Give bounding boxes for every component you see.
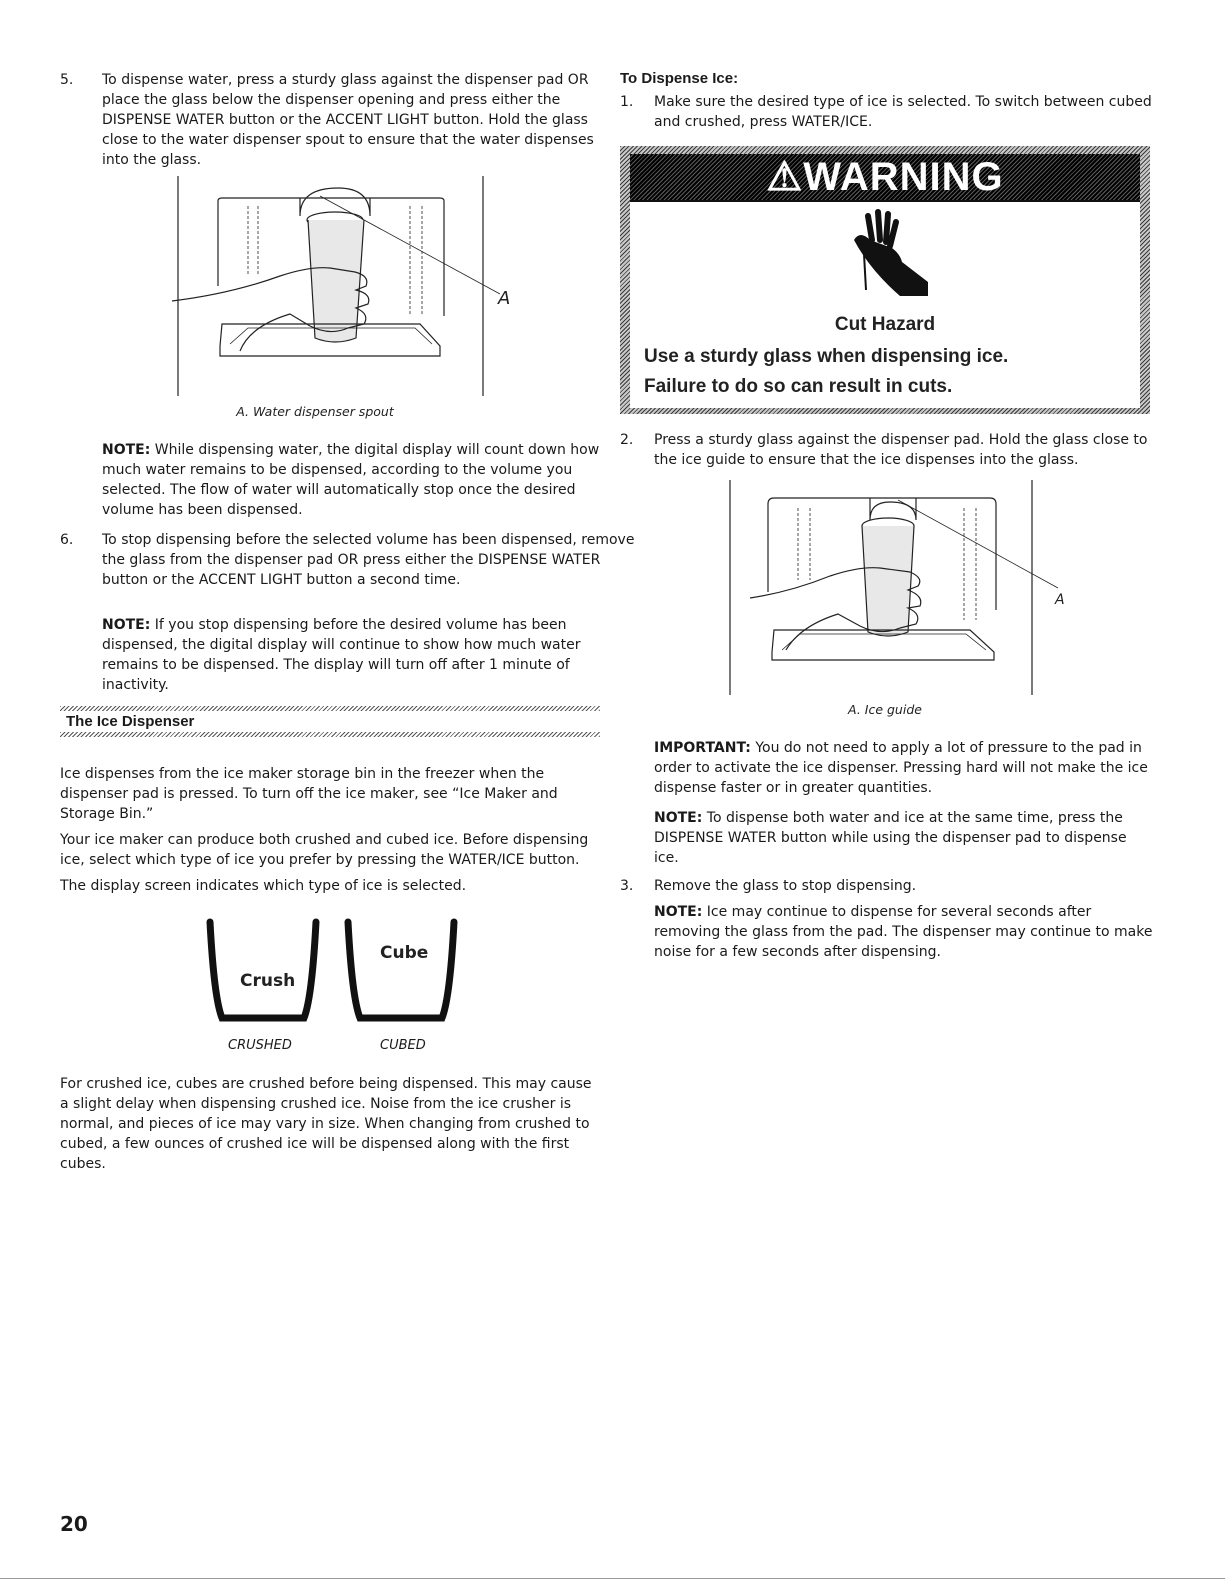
warning-box [620, 146, 1150, 414]
page-number: 20 [60, 1512, 88, 1536]
bottom-rule [0, 1578, 1225, 1579]
ice-dispenser-para-1: Ice dispenses from the ice maker storage bin in the freezer when the dispenser pad is pressed. To turn off the ice maker, see “Ice Maker and Storage Bin.” [60, 766, 558, 822]
note-4: NOTE: Ice may continue to dispense for several seconds after removing the glass from the pad. The dispenser may continue to make noise for a few seconds after dispensing. [654, 904, 1153, 960]
section-header [60, 706, 600, 737]
cut-hazard-label: Cut Hazard [834, 314, 936, 335]
note-1: NOTE: While dispensing water, the digital display will count down how much water remains to be dispensed, according to the volume you selected. The flow of water will automatically stop once the desired volume has been dispensed. [102, 442, 600, 518]
ice-dispenser-para-3: The display screen indicates which type of ice is selected. [60, 878, 467, 894]
cube-icon [348, 922, 454, 1018]
step-2: 2. Press a sturdy glass against the dispenser pad. Hold the glass close to the ice guide to ensure that the ice dispenses into the glass. [620, 432, 1148, 468]
step-5: 5. To dispense water, press a sturdy glass against the dispenser pad OR place the glass below the dispenser opening and press either the DISPENSE WATER button or the ACCENT LIGHT button. Hold the glass close to the water dispenser spout to ensure that the water dispenses into the glass. [60, 72, 594, 168]
note-3: NOTE: To dispense both water and ice at the same time, press the DISPENSE WATER button while using the dispenser pad to dispense ice. [654, 810, 1127, 866]
figure-2-caption: A. Ice guide [848, 702, 922, 717]
ice-dispenser-para-2: Your ice maker can produce both crushed and cubed ice. Before dispensing ice, select which type of ice you prefer by pressing the WATER/ICE button. [60, 832, 589, 868]
step-5-text: To dispense water, press a sturdy glass against the dispenser pad OR place the glass below the dispenser opening and press either the DISPENSE WATER button or the ACCENT LIGHT button. Hold the glass close to the water dispenser spout to ensure that the water dispenses into the glass. [102, 72, 594, 168]
warning-line-2: Failure to do so can result in cuts. [644, 376, 953, 397]
to-dispense-ice-heading: To Dispense Ice: [620, 70, 739, 87]
step-1: 1. Make sure the desired type of ice is selected. To switch between cubed and crushed, press WATER/ICE. [620, 94, 1152, 130]
step-3: 3. Remove the glass to stop dispensing. [620, 878, 917, 894]
cubed-caption: CUBED [380, 1038, 426, 1053]
cut-hand-icon [840, 210, 936, 300]
crush-label: Crush [240, 971, 296, 991]
note-2: NOTE: If you stop dispensing before the desired volume has been dispensed, the digital display will continue to show how much water remains to be dispensed. The display will turn off after 1 minute of inactivity. [102, 617, 581, 693]
ice-guide-figure [720, 480, 1065, 695]
cube-label: Cube [380, 943, 429, 963]
warning-text [630, 308, 1140, 408]
figure-1-caption: A. Water dispenser spout [236, 404, 394, 419]
figure-2-callout: A [1055, 592, 1065, 608]
ice-dispenser-para-4: For crushed ice, cubes are crushed before being dispensed. This may cause a slight delay when dispensing crushed ice. Noise from the ice crusher is normal, and pieces of ice may vary in size. When changing from crushed to cubed, a few ounces of crushed ice will be dispensed along with the first cubes. [60, 1076, 592, 1172]
section-band-bottom [60, 732, 600, 737]
ice-type-icons [200, 918, 470, 1030]
water-dispenser-figure [170, 176, 510, 396]
step-6: 6. To stop dispensing before the selected volume has been dispensed, remove the glass from the dispenser pad OR press either the DISPENSE WATER button or the ACCENT LIGHT button a second time. [60, 532, 635, 588]
crush-icon [210, 922, 316, 1018]
warning-title: ⚠WARNING [630, 154, 1140, 200]
section-title: The Ice Dispenser [66, 713, 195, 730]
warning-line-1: Use a sturdy glass when dispensing ice. [644, 346, 1009, 367]
crushed-caption: CRUSHED [228, 1038, 292, 1053]
warning-icon-area [630, 200, 1140, 310]
important-note: IMPORTANT: You do not need to apply a lot of pressure to the pad in order to activate the ice dispenser. Pressing hard will not make the ice dispense faster or in greater quantities. [654, 740, 1148, 796]
figure-1-callout: A [498, 288, 511, 309]
